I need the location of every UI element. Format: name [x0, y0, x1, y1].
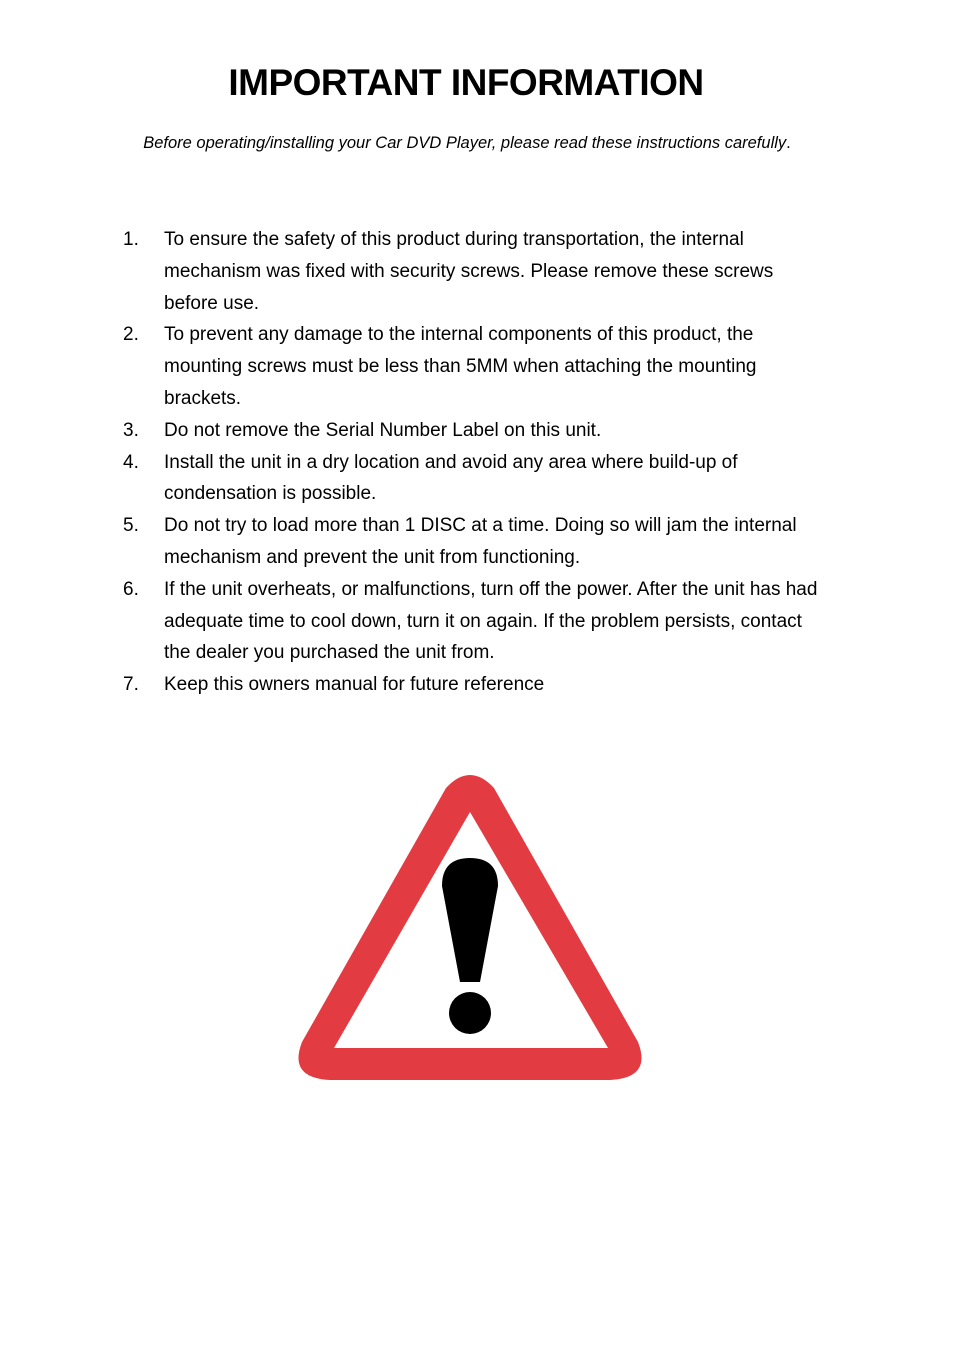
- list-item: [0, 319, 954, 414]
- item-text: To prevent any damage to the internal components of this product, the mounting screws must be less than 5MM when attaching the mounting brackets.: [164, 324, 757, 409]
- subtitle: [0, 134, 934, 153]
- page-title: IMPORTANT INFORMATION: [228, 62, 704, 103]
- subtitle-end: .: [786, 134, 791, 152]
- item-number: 2.: [123, 324, 139, 346]
- item-number: 5.: [123, 515, 139, 537]
- list-item: [0, 415, 954, 447]
- list-item: [0, 447, 954, 511]
- item-number: 6.: [123, 578, 139, 600]
- item-text: Do not try to load more than 1 DISC at a time. Doing so will jam the internal mechanism and prevent the unit from functioning.: [164, 515, 797, 568]
- warning-triangle-icon: [294, 772, 646, 1088]
- item-number: 3.: [123, 419, 139, 441]
- item-text: To ensure the safety of this product during transportation, the internal mechanism was fixed with security screws. Please remove these screws before use.: [164, 229, 774, 314]
- item-text: Keep this owners manual for future reference: [164, 674, 545, 696]
- list-item: [0, 669, 954, 701]
- list-item: [0, 574, 954, 669]
- list-item: [0, 224, 954, 319]
- item-number: 4.: [123, 451, 139, 473]
- instructions-list: [0, 224, 954, 701]
- item-text: If the unit overheats, or malfunctions, turn off the power. After the unit has had adequate time to cool down, turn it on again. If the problem persists, contact the dealer you purchased the unit from.: [164, 578, 818, 664]
- item-number: 7.: [123, 674, 139, 696]
- subtitle-text: Before operating/installing your Car DVD Player, please read these instructions carefully: [143, 134, 787, 152]
- item-text: Do not remove the Serial Number Label on this unit.: [164, 419, 602, 441]
- list-item: [0, 510, 954, 574]
- item-text: Install the unit in a dry location and avoid any area where build-up of condensation is possible.: [164, 451, 738, 505]
- item-number: 1.: [123, 229, 139, 250]
- exclamation-dot: [449, 992, 491, 1034]
